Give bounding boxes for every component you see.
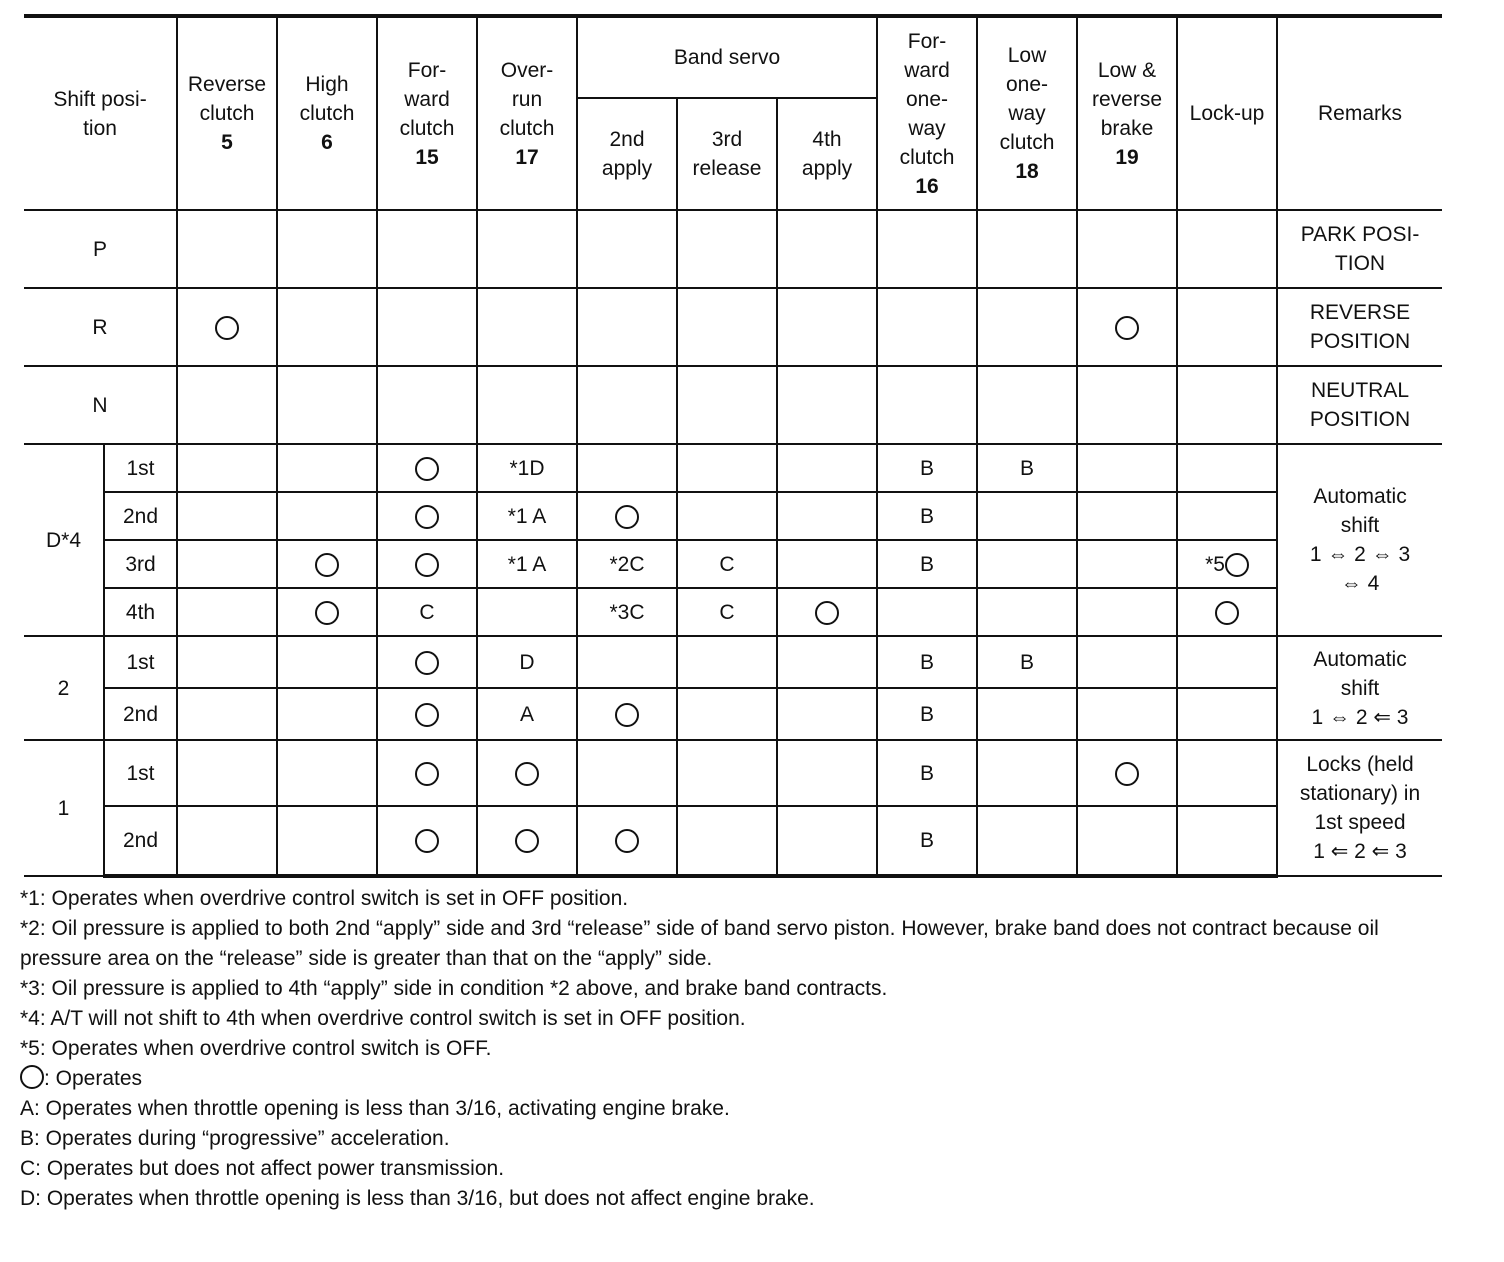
- footnote-3: *3: Oil pressure is applied to 4th “apply” side in condition *2 above, and brake band contracts.: [20, 977, 888, 1000]
- circle-icon: [515, 829, 539, 853]
- header-low-oneway-clutch: Low one- way clutch 18: [977, 16, 1077, 210]
- circle-icon: [415, 651, 439, 675]
- shift-position-2: 2: [24, 636, 104, 740]
- gear-label: 2nd: [104, 492, 177, 540]
- circle-icon: [315, 601, 339, 625]
- header-high-clutch: High clutch 6: [277, 16, 377, 210]
- circle-icon: [415, 457, 439, 481]
- header-overrun-clutch: Over- run clutch 17: [477, 16, 577, 210]
- circle-icon: [415, 829, 439, 853]
- table-row: [24, 210, 1442, 288]
- cell-low-oneway: B: [977, 444, 1077, 492]
- header-low-reverse-brake: Low & reverse brake 19: [1077, 16, 1177, 210]
- cell-band-2nd: *3C: [577, 588, 677, 636]
- table-row: [24, 540, 1442, 588]
- remarks-park: PARK POSI- TION: [1277, 210, 1442, 288]
- legend-circle: [20, 1064, 1450, 1094]
- circle-icon: [1215, 601, 1239, 625]
- gear-label: 2nd: [104, 688, 177, 740]
- header-band-2nd-apply: 2nd apply: [577, 98, 677, 210]
- gear-label: 3rd: [104, 540, 177, 588]
- legend-circle-text: : Operates: [44, 1067, 143, 1090]
- circle-icon: [615, 505, 639, 529]
- circle-icon: [1115, 762, 1139, 786]
- cell-forward-oneway: B: [877, 688, 977, 740]
- legend-b: B: Operates during “progressive” acceleration.: [20, 1127, 450, 1150]
- header-shift-position: Shift posi- tion: [24, 16, 177, 210]
- table-row: [24, 588, 1442, 636]
- legend-c: C: Operates but does not affect power transmission.: [20, 1157, 505, 1180]
- header-reverse-clutch: Reverse clutch 5: [177, 16, 277, 210]
- cell-forward-oneway: B: [877, 636, 977, 688]
- remarks-neutral: NEUTRAL POSITION: [1277, 366, 1442, 444]
- table-row: [24, 688, 1442, 740]
- footnotes: [20, 884, 1450, 1214]
- cell-overrun: *1 A: [477, 492, 577, 540]
- cell-band-3rd: C: [677, 588, 777, 636]
- circle-icon: [515, 762, 539, 786]
- circle-icon: [20, 1065, 44, 1089]
- table-row: [24, 492, 1442, 540]
- gear-label: 4th: [104, 588, 177, 636]
- header-forward-clutch: For- ward clutch 15: [377, 16, 477, 210]
- cell-lockup: [1177, 540, 1277, 588]
- cell-band-2nd: *2C: [577, 540, 677, 588]
- table-row: [24, 806, 1442, 876]
- circle-icon: [415, 703, 439, 727]
- circle-icon: [615, 703, 639, 727]
- cell-overrun: *1 A: [477, 540, 577, 588]
- footnote-5: *5: Operates when overdrive control switch is OFF.: [20, 1037, 492, 1060]
- circle-icon: [1115, 316, 1139, 340]
- remarks-reverse: REVERSE POSITION: [1277, 288, 1442, 366]
- circle-icon: [615, 829, 639, 853]
- cell-forward-oneway: B: [877, 444, 977, 492]
- cell-forward-oneway: B: [877, 740, 977, 806]
- circle-icon: [215, 316, 239, 340]
- circle-icon: [315, 553, 339, 577]
- remarks-first: Locks (held stationary) in 1st speed 1 ⇐ 2 ⇐ 3: [1277, 740, 1442, 876]
- header-band-4th-apply: 4th apply: [777, 98, 877, 210]
- footnote-1: *1: Operates when overdrive control switch is set in OFF position.: [20, 887, 629, 910]
- gear-label: 1st: [104, 740, 177, 806]
- circle-icon: [415, 505, 439, 529]
- header-band-servo: Band servo: [577, 16, 877, 98]
- table-row: [24, 636, 1442, 688]
- lockup-note-prefix: *5: [1205, 552, 1225, 576]
- footnote-2: *2: Oil pressure is applied to both 2nd “apply” side and 3rd “release” side of band servo piston. However, brake band does not contract because oil pressure area on the “release” side is greater than that on the “apply” side.: [20, 917, 1379, 970]
- table-row: [24, 288, 1442, 366]
- cell-forward-oneway: B: [877, 540, 977, 588]
- circle-icon: [415, 762, 439, 786]
- remarks-drive: Automatic shift 1 ⇔ 2 ⇔ 3 ⇔ 4: [1277, 444, 1442, 636]
- table-row: [24, 366, 1442, 444]
- gear-label: 1st: [104, 444, 177, 492]
- circle-icon: [1225, 553, 1249, 577]
- cell-overrun: *1D: [477, 444, 577, 492]
- cell-low-oneway: B: [977, 636, 1077, 688]
- shift-position-p: P: [24, 210, 177, 288]
- header-band-3rd-release: 3rd release: [677, 98, 777, 210]
- remarks-second: Automatic shift 1 ⇔ 2 ⇐ 3: [1277, 636, 1442, 740]
- cell-forward: C: [377, 588, 477, 636]
- footnote-4: *4: A/T will not shift to 4th when overdrive control switch is set in OFF position.: [20, 1007, 746, 1030]
- shift-position-d: D*4: [24, 444, 104, 636]
- shift-position-r: R: [24, 288, 177, 366]
- gear-label: 1st: [104, 636, 177, 688]
- gear-label: 2nd: [104, 806, 177, 876]
- header-forward-oneway-clutch: For- ward one- way clutch 16: [877, 16, 977, 210]
- shift-position-1: 1: [24, 740, 104, 876]
- cell-overrun: A: [477, 688, 577, 740]
- table-row: [24, 740, 1442, 806]
- shift-position-n: N: [24, 366, 177, 444]
- cell-forward-oneway: B: [877, 492, 977, 540]
- cell-band-3rd: C: [677, 540, 777, 588]
- header-lockup: Lock-up: [1177, 16, 1277, 210]
- cell-forward-oneway: B: [877, 806, 977, 876]
- circle-icon: [415, 553, 439, 577]
- shift-operation-table: [24, 14, 1442, 878]
- header-remarks: Remarks: [1277, 16, 1442, 210]
- cell-overrun: D: [477, 636, 577, 688]
- legend-d: D: Operates when throttle opening is less than 3/16, but does not affect engine brake.: [20, 1187, 815, 1210]
- circle-icon: [815, 601, 839, 625]
- table-row: [24, 444, 1442, 492]
- legend-a: A: Operates when throttle opening is less than 3/16, activating engine brake.: [20, 1097, 730, 1120]
